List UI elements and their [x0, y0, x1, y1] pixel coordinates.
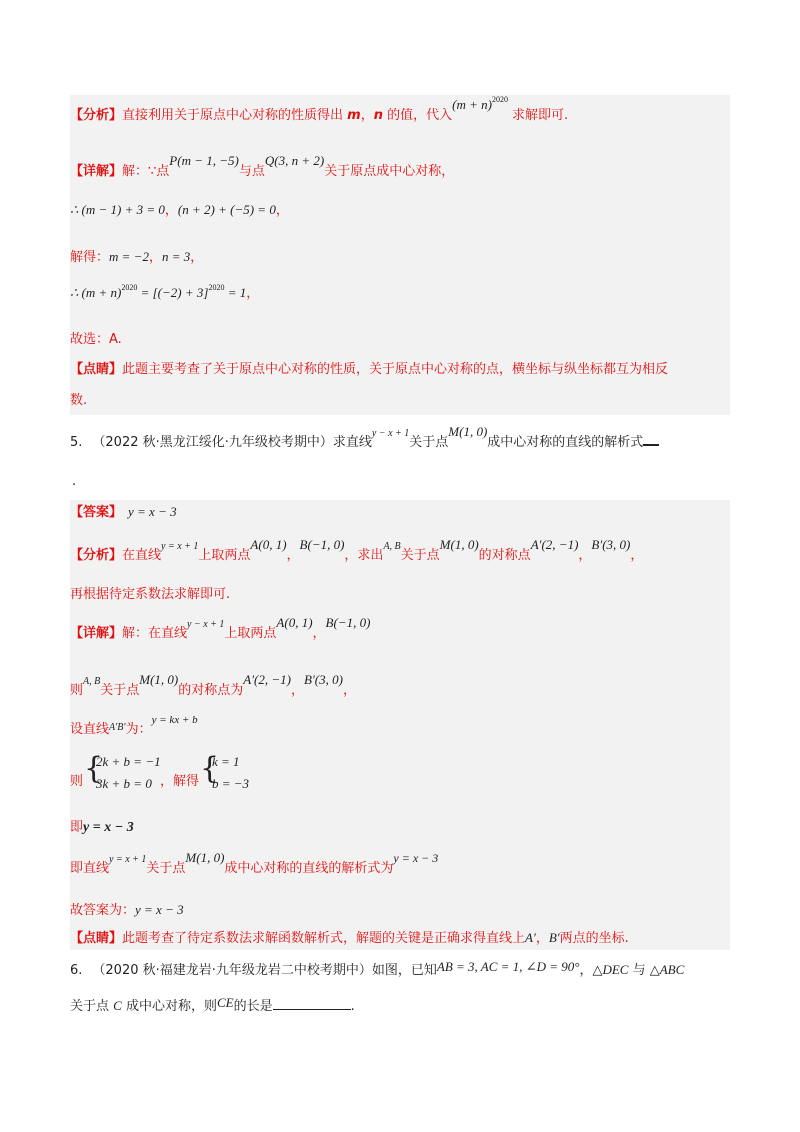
- q5-detail-line: 【详解】解：在直线$^{y - x + 1}$上取两点A(0, 1)，B(−1, 0): [70, 615, 371, 641]
- prev-comment-line2: 数.: [70, 393, 88, 408]
- prev-comment-line: 【点睛】此题主要考查了关于原点中心对称的性质，关于原点中心对称的点，横坐标与纵坐标都互为相反: [70, 362, 669, 377]
- prev-solve-line: 解得：m = −2，n = 3，: [70, 249, 204, 265]
- prev-analysis-line: 【分析】直接利用关于原点中心对称的性质得出 m，n 的值，代入$(m + n)^{2020}$求解即可.: [70, 95, 569, 123]
- prev-result-line: ∴ $(m + n)^{2020} = [(-2) + 3]^{2020} = 1$，: [70, 283, 260, 301]
- prev-eq1-line: ∴ (m − 1) + 3 = 0，(n + 2) + (−5) = 0，: [70, 202, 289, 218]
- q5-system-prefix: 则: [70, 774, 84, 789]
- power-expression: $(m + n)^{2020}$: [452, 95, 508, 112]
- answer-blank[interactable]: [643, 430, 659, 446]
- q5-analysis-line: 【分析】在直线$^{y = x + 1}$上取两点A(0, 1)，B(−1, 0)，求出$^{A, B}$关于点M(1, 0)的对称点A′(2, −1)，B′(3, 0)，: [70, 537, 644, 563]
- equation-system: { 2k + b = −1 3k + b = 0: [84, 751, 161, 791]
- prev-choose-line: 故选：A.: [70, 332, 122, 347]
- q5-setline-line: 设直线$^{A'B'}$为：$^{y = kx + b}$: [70, 714, 198, 737]
- q5-final-line: 故答案为：y = x − 3: [70, 902, 184, 918]
- solution-system: { k = 1 b = −3: [200, 751, 250, 791]
- q5-so-line: 即y = x − 3: [70, 820, 134, 835]
- q5-solve-label: ，解得: [160, 774, 200, 789]
- q5-sym-line: 则$^{A, B}$关于点M(1, 0)的对称点为A′(2, −1)，B′(3, 0)，: [70, 672, 356, 698]
- q5-solution-block: [70, 500, 730, 950]
- question-5-stem: 5. （2022 秋·黑龙江绥化·九年级校考期中）求直线$^{y - x + 1}$关于点M(1, 0)成中心对称的直线的解析式: [70, 430, 659, 454]
- prev-solution-block: [70, 95, 730, 415]
- q5-comment-line: 【点睛】此题考查了待定系数法求解函数解析式，解题的关键是正确求得直线上A′，B′两点的坐标.: [70, 930, 629, 946]
- answer-blank[interactable]: [273, 995, 351, 1010]
- prev-detail-line: 【详解】解：∵点P(m − 1, −5)与点Q(3, n + 2)关于原点成中心对称，: [70, 153, 455, 179]
- q5-conclusion-line: 即直线$^{y = x + 1}$关于点M(1, 0)成中心对称的直线的解析式为y = x − 3: [70, 850, 439, 876]
- q5-analysis-line2: 再根据待定系数法求解即可.: [70, 587, 231, 602]
- question-6-stem: 6. （2020 秋·福建龙岩·九年级龙岩二中校考期中）如图，已知AB = 3, AC = 1, ∠D = 90°，△DEC 与 △ABC: [70, 959, 685, 978]
- q5-answer-line: 【答案】 y = x − 3: [70, 504, 177, 520]
- question-5-period: .: [72, 474, 77, 489]
- question-6-stem-line2: 关于点 C 成中心对称，则CE的长是 .: [70, 995, 355, 1014]
